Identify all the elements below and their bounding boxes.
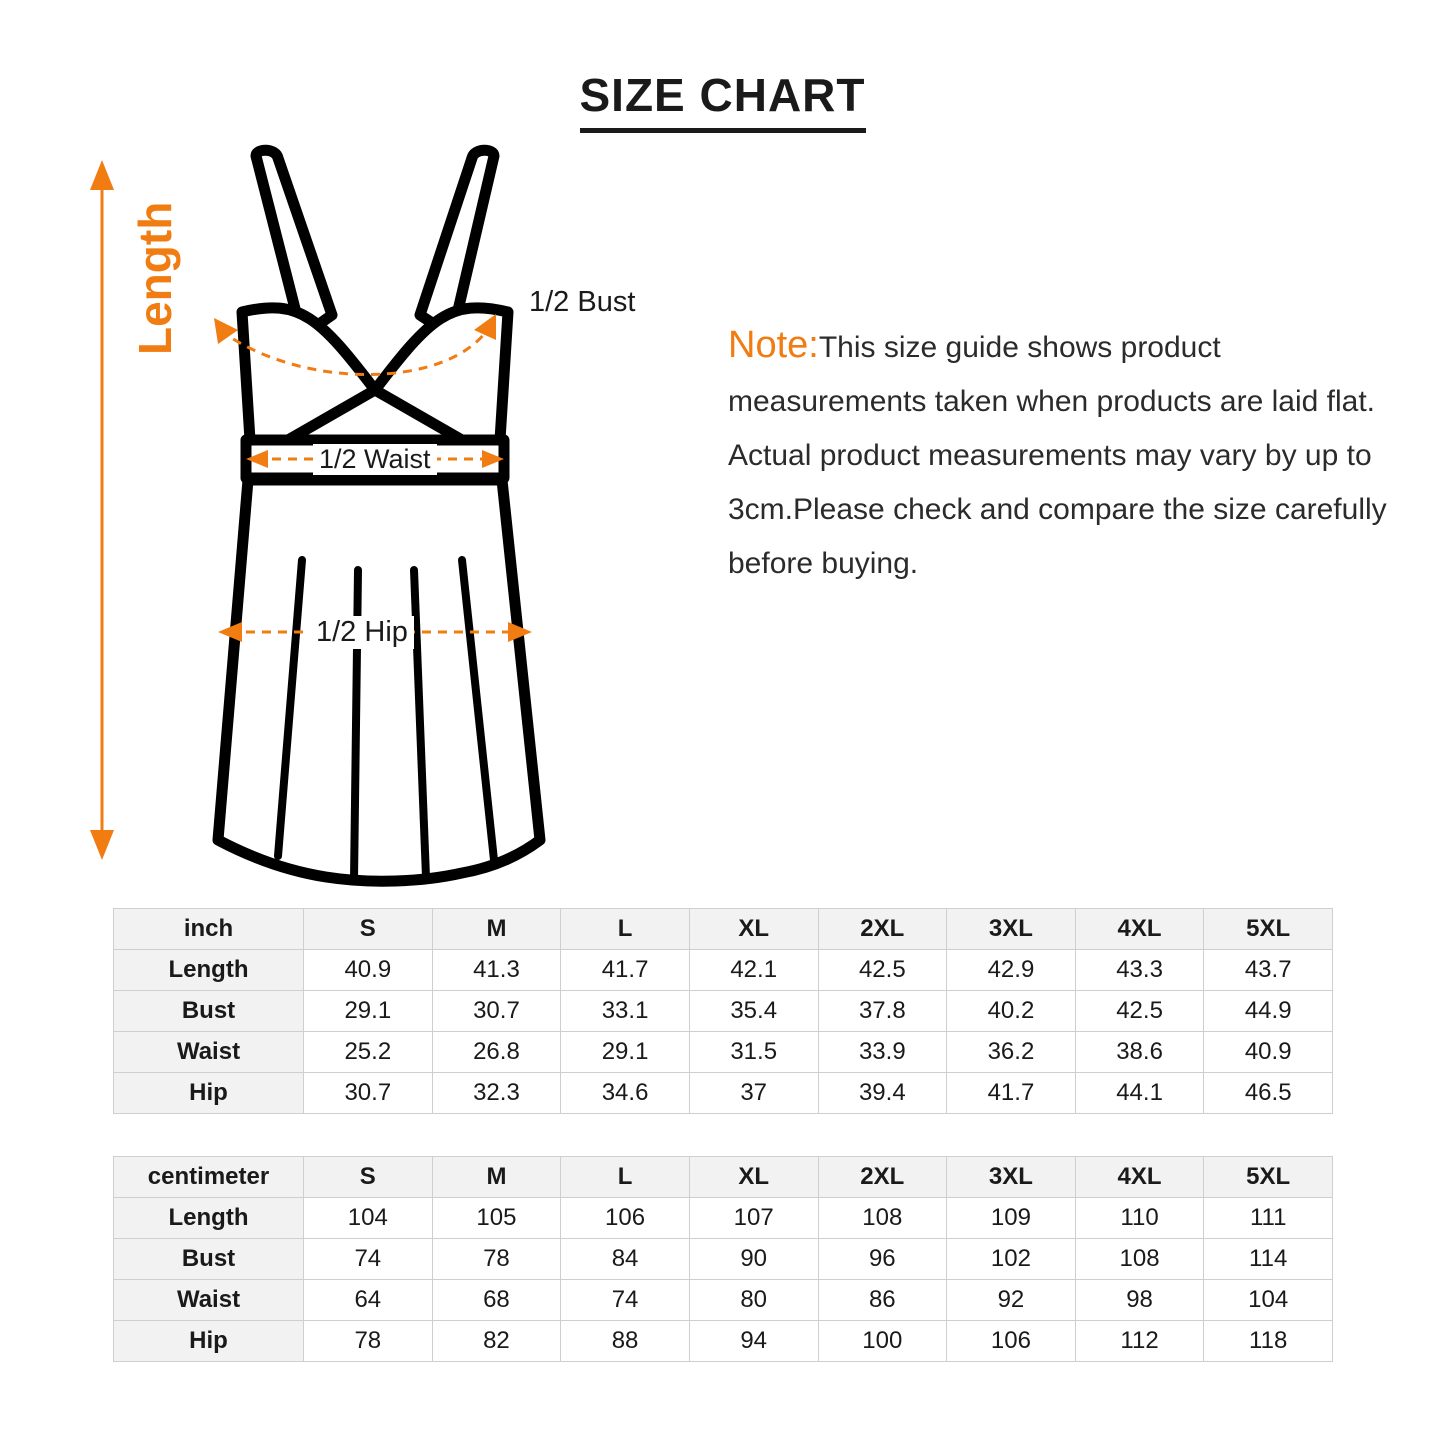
column-header: 4XL [1075, 1157, 1204, 1198]
table-cell: 94 [689, 1321, 818, 1362]
table-cell: 38.6 [1075, 1032, 1204, 1073]
column-header: L [561, 1157, 690, 1198]
table-cell: 36.2 [947, 1032, 1076, 1073]
table-cell: 74 [561, 1280, 690, 1321]
table-cell: 43.7 [1204, 950, 1333, 991]
column-header: 4XL [1075, 909, 1204, 950]
row-label: Hip [114, 1321, 304, 1362]
column-header: 2XL [818, 1157, 947, 1198]
table-cell: 35.4 [689, 991, 818, 1032]
table-cell: 107 [689, 1198, 818, 1239]
table-cell: 105 [432, 1198, 561, 1239]
column-header: M [432, 1157, 561, 1198]
table-cell: 42.5 [1075, 991, 1204, 1032]
table-cell: 42.1 [689, 950, 818, 991]
table-cell: 37.8 [818, 991, 947, 1032]
table-row [114, 950, 1333, 991]
column-header: 2XL [818, 909, 947, 950]
table-cell: 88 [561, 1321, 690, 1362]
note-keyword: Note: [728, 324, 819, 366]
page-title: SIZE CHART [580, 68, 866, 133]
table-cell: 82 [432, 1321, 561, 1362]
table-cell: 46.5 [1204, 1073, 1333, 1114]
table-cell: 30.7 [304, 1073, 433, 1114]
unit-label-centimeter: centimeter [114, 1157, 304, 1198]
table-cell: 31.5 [689, 1032, 818, 1073]
column-header: XL [689, 1157, 818, 1198]
table-cell: 41.3 [432, 950, 561, 991]
table-cell: 43.3 [1075, 950, 1204, 991]
table-cell: 29.1 [561, 1032, 690, 1073]
column-header: 5XL [1204, 909, 1333, 950]
page-title-container [0, 68, 1445, 133]
table-cell: 84 [561, 1239, 690, 1280]
table-cell: 106 [561, 1198, 690, 1239]
table-cell: 110 [1075, 1198, 1204, 1239]
column-header: 3XL [947, 909, 1076, 950]
table-cell: 68 [432, 1280, 561, 1321]
row-label: Length [114, 950, 304, 991]
row-label: Waist [114, 1032, 304, 1073]
table-cell: 100 [818, 1321, 947, 1362]
row-label: Hip [114, 1073, 304, 1114]
row-label: Bust [114, 991, 304, 1032]
table-row [114, 1198, 1333, 1239]
column-header: S [304, 1157, 433, 1198]
table-cell: 78 [304, 1321, 433, 1362]
table-cell: 92 [947, 1280, 1076, 1321]
table-cell: 37 [689, 1073, 818, 1114]
table-cell: 42.5 [818, 950, 947, 991]
size-table-centimeter [113, 1156, 1333, 1362]
table-cell: 104 [304, 1198, 433, 1239]
table-cell: 86 [818, 1280, 947, 1321]
table-cell: 41.7 [947, 1073, 1076, 1114]
table-cell: 102 [947, 1239, 1076, 1280]
table-row [114, 1239, 1333, 1280]
table-header-row [114, 1157, 1333, 1198]
table-header-row [114, 909, 1333, 950]
size-table-inch [113, 908, 1333, 1114]
dress-outline [218, 150, 540, 881]
table-row [114, 1073, 1333, 1114]
table-cell: 74 [304, 1239, 433, 1280]
table-cell: 32.3 [432, 1073, 561, 1114]
row-label: Length [114, 1198, 304, 1239]
table-cell: 33.9 [818, 1032, 947, 1073]
column-header: S [304, 909, 433, 950]
table-row [114, 1032, 1333, 1073]
table-cell: 80 [689, 1280, 818, 1321]
table-cell: 98 [1075, 1280, 1204, 1321]
table-cell: 118 [1204, 1321, 1333, 1362]
column-header: L [561, 909, 690, 950]
table-cell: 108 [1075, 1239, 1204, 1280]
table-cell: 40.9 [304, 950, 433, 991]
table-cell: 29.1 [304, 991, 433, 1032]
length-label: Length [129, 201, 181, 355]
waist-label: 1/2 Waist [313, 444, 437, 475]
table-cell: 33.1 [561, 991, 690, 1032]
bust-label: 1/2 Bust [523, 286, 641, 319]
hip-label: 1/2 Hip [310, 616, 414, 649]
row-label: Waist [114, 1280, 304, 1321]
table-cell: 40.9 [1204, 1032, 1333, 1073]
note-block [728, 318, 1398, 591]
table-cell: 78 [432, 1239, 561, 1280]
table-cell: 104 [1204, 1280, 1333, 1321]
table-cell: 109 [947, 1198, 1076, 1239]
table-cell: 40.2 [947, 991, 1076, 1032]
row-label: Bust [114, 1239, 304, 1280]
table-cell: 26.8 [432, 1032, 561, 1073]
table-row [114, 1321, 1333, 1362]
table-cell: 44.9 [1204, 991, 1333, 1032]
table-row [114, 1280, 1333, 1321]
table-cell: 44.1 [1075, 1073, 1204, 1114]
table-cell: 30.7 [432, 991, 561, 1032]
column-header: 5XL [1204, 1157, 1333, 1198]
table-cell: 41.7 [561, 950, 690, 991]
table-cell: 111 [1204, 1198, 1333, 1239]
table-cell: 42.9 [947, 950, 1076, 991]
column-header: 3XL [947, 1157, 1076, 1198]
column-header: XL [689, 909, 818, 950]
table-cell: 112 [1075, 1321, 1204, 1362]
length-arrow-head-bottom [90, 830, 114, 860]
column-header: M [432, 909, 561, 950]
table-cell: 64 [304, 1280, 433, 1321]
table-cell: 114 [1204, 1239, 1333, 1280]
table-cell: 34.6 [561, 1073, 690, 1114]
table-cell: 106 [947, 1321, 1076, 1362]
table-cell: 90 [689, 1239, 818, 1280]
table-cell: 108 [818, 1198, 947, 1239]
table-cell: 25.2 [304, 1032, 433, 1073]
table-cell: 39.4 [818, 1073, 947, 1114]
table-cell: 96 [818, 1239, 947, 1280]
length-arrow-head-top [90, 160, 114, 190]
table-row [114, 991, 1333, 1032]
note-text: This size guide shows product measurements taken when products are laid flat. Actual product measurements may vary by up to 3cm.Please check and compare the size carefully before buying. [728, 331, 1387, 580]
unit-label-inch: inch [114, 909, 304, 950]
